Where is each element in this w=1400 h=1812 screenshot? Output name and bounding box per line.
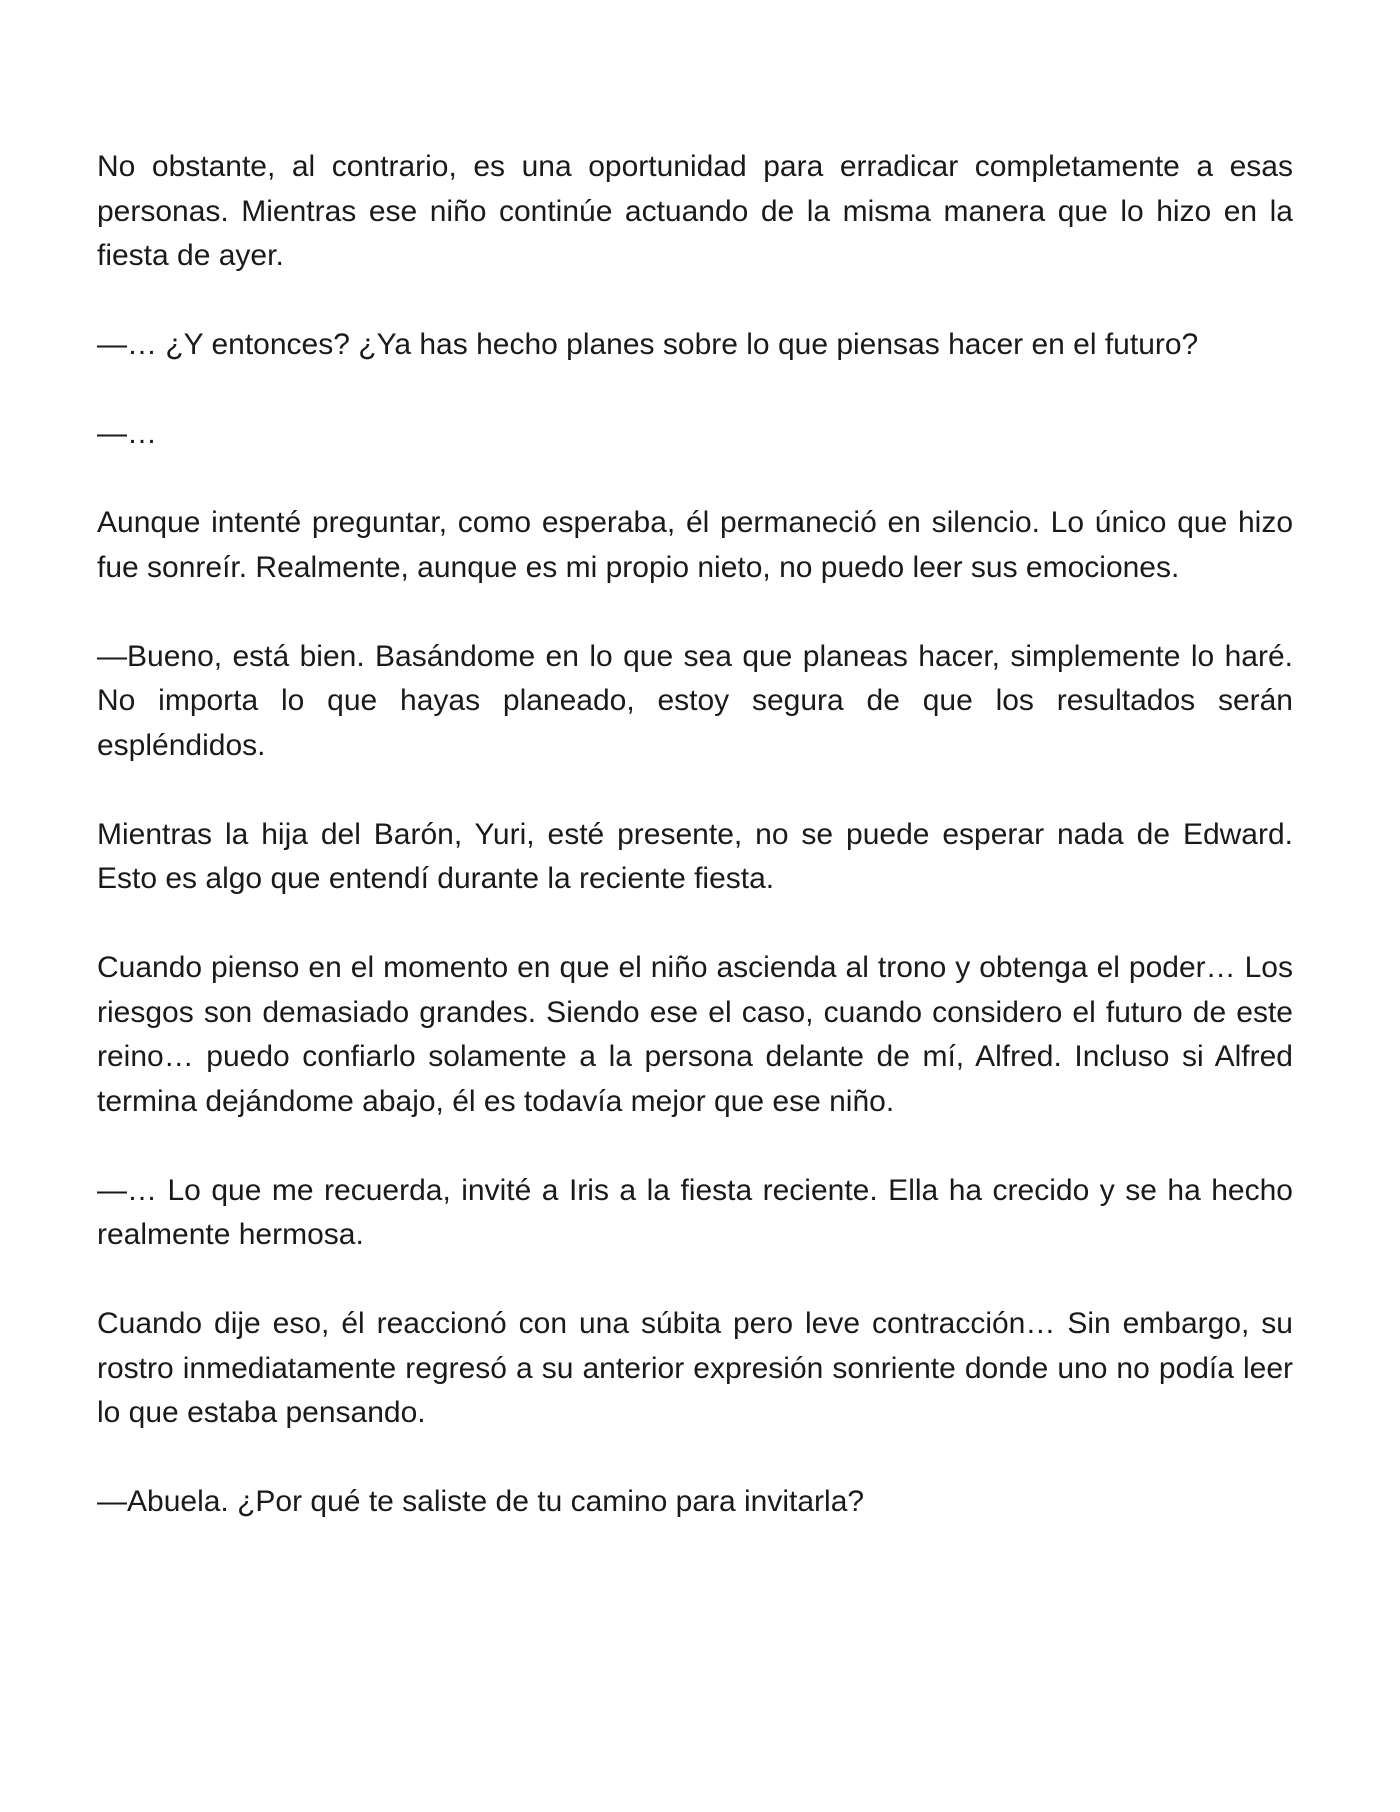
document-page xyxy=(97,145,1293,1569)
paragraph-1: No obstante, al contrario, es una oportunidad para erradicar completamente a esas personas. Mientras ese niño continúe actuando de la misma manera que lo hizo en la fiesta de ayer. xyxy=(97,150,1293,272)
paragraph-10: —Abuela. ¿Por qué te saliste de tu camino para invitarla? xyxy=(97,1485,865,1518)
paragraph-8: —… Lo que me recuerda, invité a Iris a la fiesta reciente. Ella ha crecido y se ha hecho realmente hermosa. xyxy=(97,1173,1293,1251)
paragraph-3: —… xyxy=(97,417,157,450)
paragraph-2: —… ¿Y entonces? ¿Ya has hecho planes sobre lo que piensas hacer en el futuro? xyxy=(97,328,1199,361)
paragraph-6: Mientras la hija del Barón, Yuri, esté presente, no se puede esperar nada de Edward. Esto es algo que entendí durante la reciente fiesta. xyxy=(97,817,1293,895)
paragraph-5: —Bueno, está bien. Basándome en lo que sea que planeas hacer, simplemente lo haré. No importa lo que hayas planeado, estoy segura de que los resultados serán espléndidos. xyxy=(97,639,1293,762)
paragraph-9: Cuando dije eso, él reaccionó con una súbita pero leve contracción… Sin embargo, su rostro inmediatamente regresó a su anterior expresión sonriente donde uno no podía leer lo que estaba pensando. xyxy=(97,1307,1293,1429)
paragraph-7: Cuando pienso en el momento en que el niño ascienda al trono y obtenga el poder… Los riesgos son demasiado grandes. Siendo ese el caso, cuando considero el futuro de este reino… puedo confiarlo solamente a la persona delante de mí, Alfred. Incluso si Alfred termina dejándome abajo, él es todavía mejor que ese niño. xyxy=(97,951,1293,1118)
paragraph-4: Aunque intenté preguntar, como esperaba, él permaneció en silencio. Lo único que hizo fue sonreír. Realmente, aunque es mi propio nieto, no puedo leer sus emociones. xyxy=(97,506,1293,584)
